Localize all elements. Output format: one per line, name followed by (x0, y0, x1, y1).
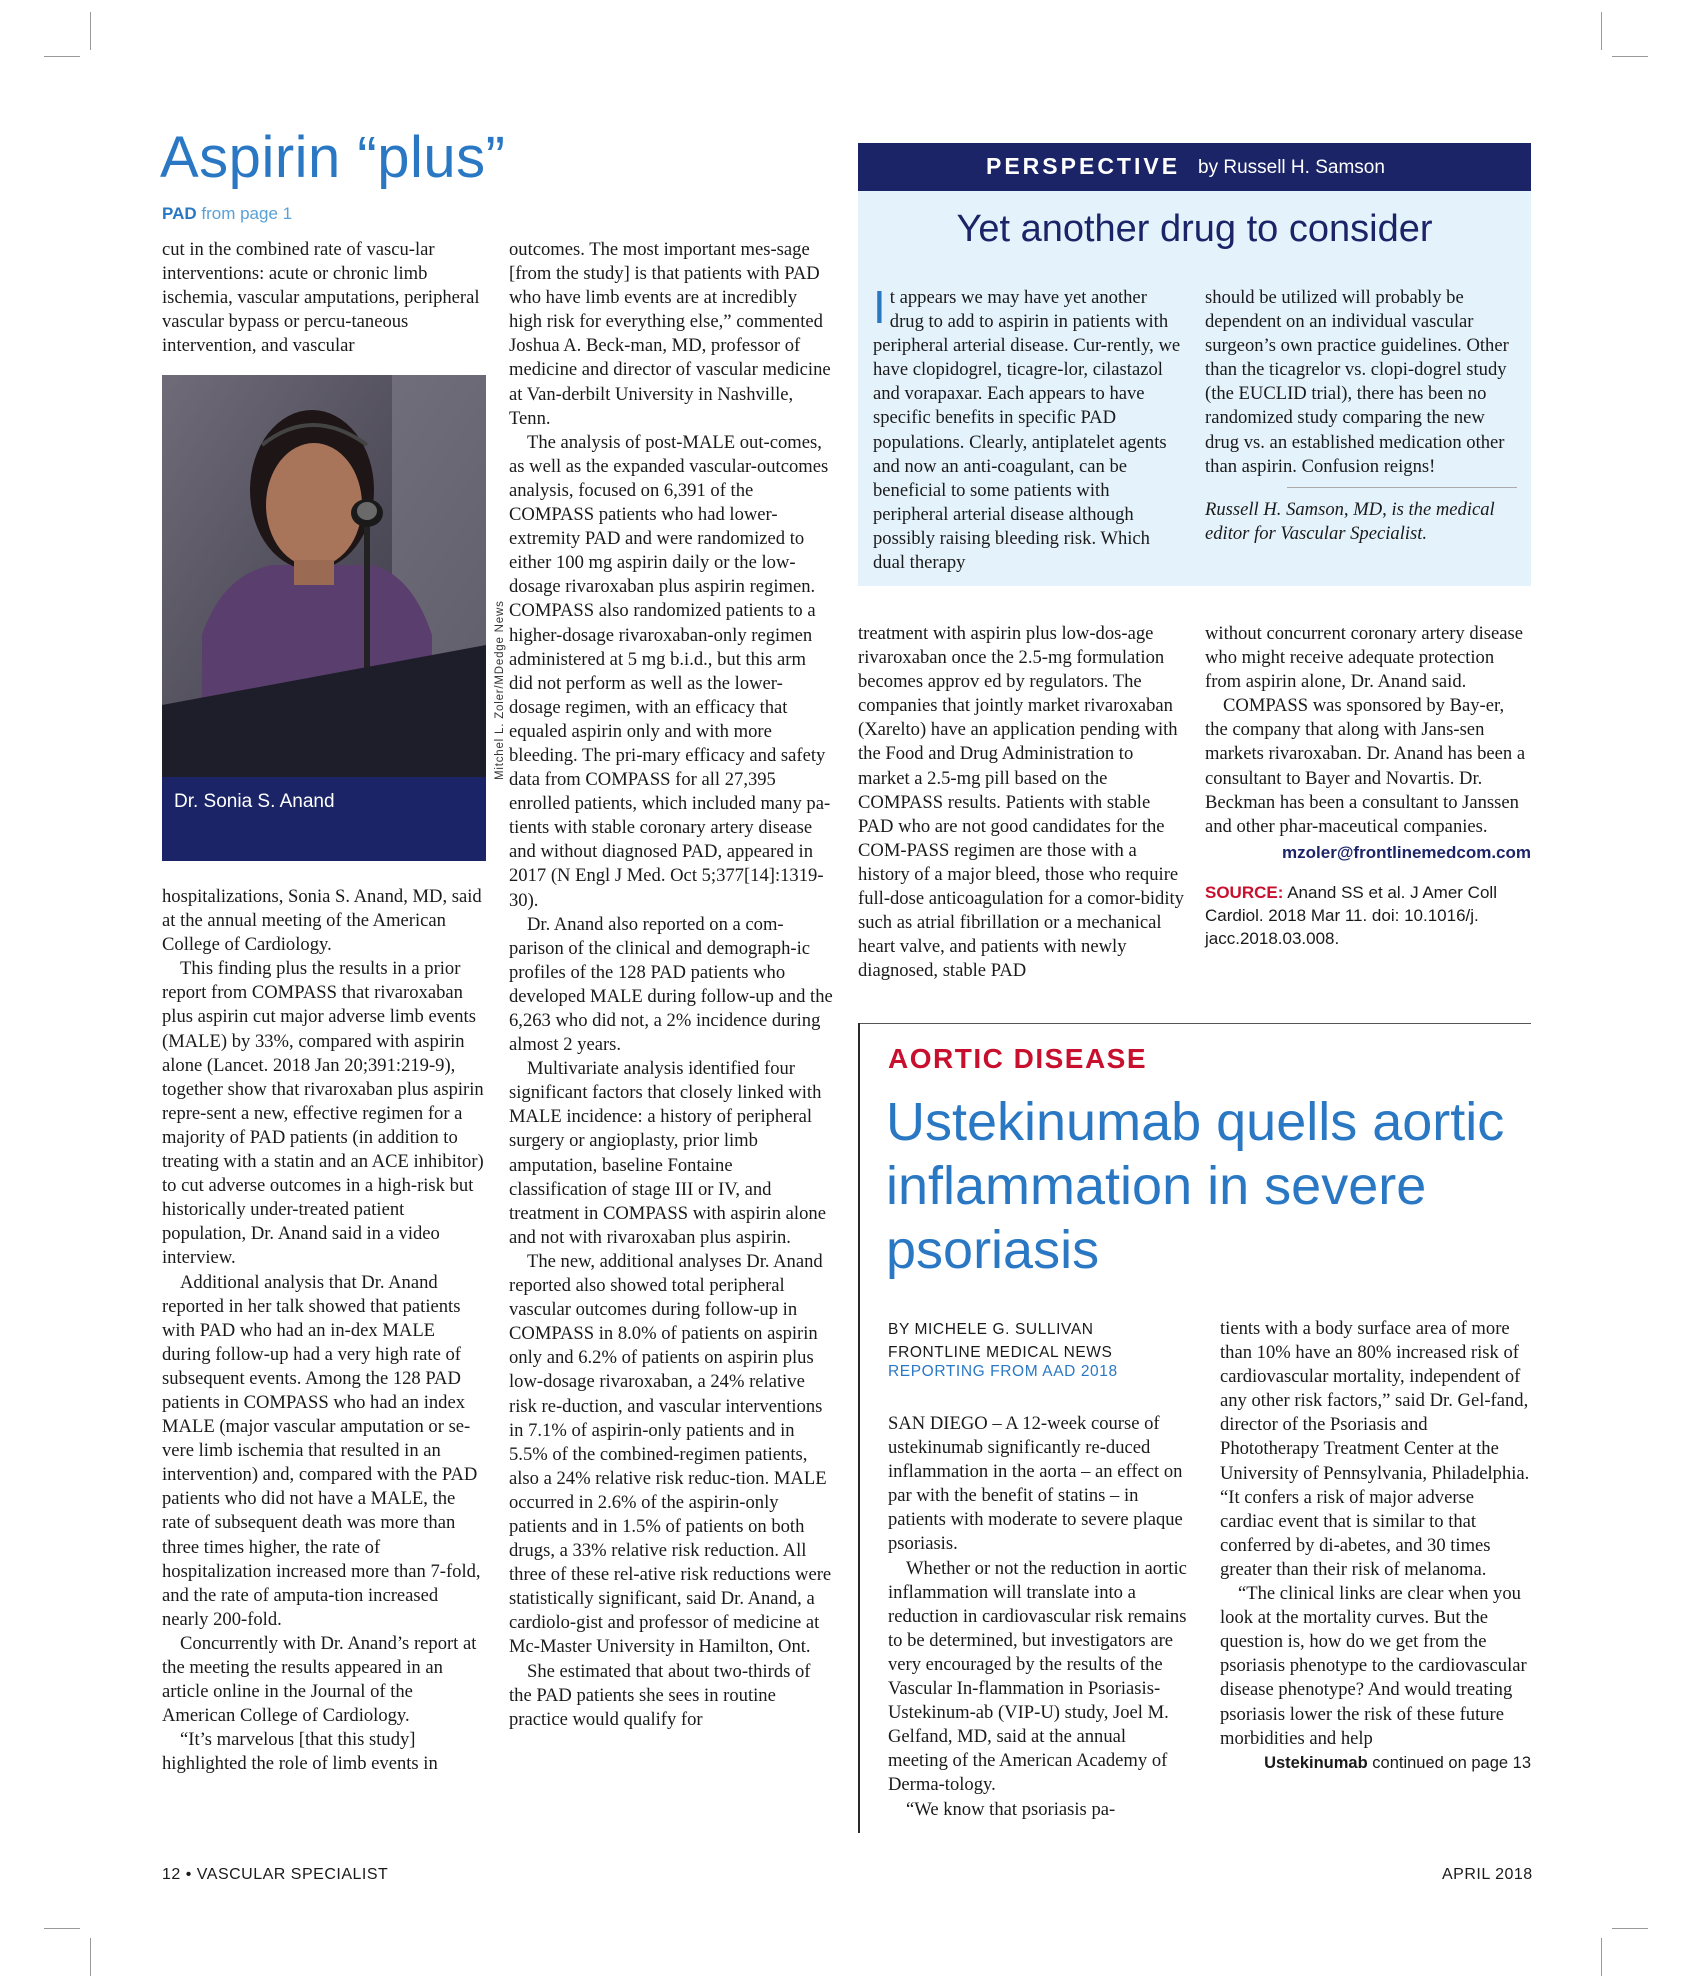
section-divider (858, 1023, 1531, 1024)
column-2 (509, 238, 833, 1732)
jump-suffix: from page 1 (201, 204, 293, 223)
crop-mark (1612, 56, 1648, 57)
paragraph: “We know that psoriasis pa- (906, 1798, 1116, 1820)
paragraph: The analysis of post-MALE out-comes, as well as the expanded vascular-outcomes analysis, focused on 6,391 of the COMPASS patients who had lower-extremity PAD and were randomized to either 100 mg aspirin daily or the low-dosage rivaroxaban plus aspirin regimen. COMPASS also randomized patients to a higher-dosage rivaroxaban-only regimen administered at 5 mg b.i.d., but this arm did not perform as well as the lower-dosage regimen, with an efficacy that equaled aspirin only and with more bleeding. The pri-mary efficacy and safety data from COMPASS for all 27,395 enrolled patients, which included many pa-tients with stable coronary artery disease and without diagnosed PAD, appeared in 2017 (N Engl J Med. Oct 5;377[14]:1319-30). (509, 431, 831, 911)
photo-credit: Mitchel L. Zoler/MDedge News (494, 600, 506, 780)
paragraph: hospitalizations, Sonia S. Anand, MD, said at the annual meeting of the American College of Cardiology. (162, 886, 482, 956)
continued-line (1220, 1751, 1531, 1775)
perspective-title: Yet another drug to consider (956, 208, 1433, 250)
perspective-header (858, 143, 1531, 191)
aortic-column-1 (888, 1412, 1188, 1822)
continued-text: continued on page 13 (1372, 1753, 1531, 1772)
speaker-photo (162, 375, 486, 861)
page-folio-right: APRIL 2018 (1442, 1866, 1533, 1883)
paragraph: Concurrently with Dr. Anand’s report at the meeting the results appeared in an article online in the Journal of the American College of Cardiology. (162, 1632, 477, 1727)
perspective-column-2 (1205, 286, 1517, 546)
byline-org: FRONTLINE MEDICAL NEWS (888, 1344, 1113, 1361)
byline (888, 1320, 1118, 1381)
perspective-column-1 (873, 281, 1181, 575)
paragraph: tients with a body surface area of more than 10% have an 80% increased risk of cardiovascular mortality, independent of any other risk factors,” said Dr. Gel-fand, director of the Psoriasis and Phototherapy Treatment Center at the University of Pennsylvania, Philadelphia. “It confers a risk of major adverse cardiac event that is similar to that conferred by di-abetes, and 30 times greater than their risk of melanoma. (1220, 1318, 1530, 1580)
source-line (1205, 881, 1531, 950)
source-label: SOURCE: (1205, 882, 1284, 902)
dropcap: I (873, 281, 886, 333)
author-note: Russell H. Samson, MD, is the medical editor for Vascular Specialist. (1205, 498, 1495, 544)
paragraph: “The clinical links are clear when you look at the mortality curves. But the question is, how do we get from the psoriasis phenotype to the cardiovascular disease phenotype? And would treating psoriasis lower the risk of these future morbidities and help (1220, 1583, 1527, 1749)
column-1-top (162, 238, 486, 358)
paragraph: “It’s marvelous [that this study] highlighted the role of limb events in (162, 1729, 438, 1775)
crop-mark (90, 1938, 91, 1976)
crop-mark (90, 12, 91, 50)
paragraph: cut in the combined rate of vascu-lar interventions: acute or chronic limb ischemia, vascular amputations, peripheral vascular bypass or percu-taneous intervention, and vascular (162, 239, 480, 357)
divider (1287, 487, 1517, 488)
perspective-byline: by Russell H. Samson (1198, 157, 1385, 178)
section-vertical-rule (858, 1023, 860, 1833)
paragraph: SAN DIEGO – A 12-week course of ustekinumab significantly re-duced inflammation in the aorta – an effect on par with the benefit of statins – in patients with moderate to severe plaque psoriasis. (888, 1413, 1183, 1555)
author-email[interactable]: mzoler@frontlinemedcom.com (1282, 842, 1531, 862)
paragraph: treatment with aspirin plus low-dos-age rivaroxaban once the 2.5-mg formulation becomes approv ed by regulators. The companies that jointly market rivaroxaban (Xarelto) have an application pending with the Food and Drug Administration to market a 2.5-mg pill based on the COMPASS results. Patients with stable PAD who are not good candidates for the COM-PASS regimen are those with a history of a major bleed, those who require full-dose anticoagulation for a comor-bidity such as atrial fibrillation or a mechanical heart valve, and patients with newly diagnosed, stable PAD (858, 623, 1184, 982)
photo-caption-bar (162, 777, 486, 861)
paragraph: The new, additional analyses Dr. Anand reported also showed total peripheral vascular outcomes during follow-up in COMPASS in 8.0% of patients on aspirin only and 6.2% of patients on aspirin plus low-dosage rivaroxaban, a 24% relative risk re-duction, and vascular interventions in 7.1% of aspirin-only patients and in 5.5% of the combined-regimen patients, also a 24% relative risk reduc-tion. MALE occurred in 2.6% of the aspirin-only patients and in 1.5% of patients on both drugs, a 33% relative risk reduction. All three of these rel-ative risk reductions were statistically significant, said Dr. Anand, a cardiolo-gist and professor of medicine at Mc-Master University in Hamilton, Ont. (509, 1250, 832, 1658)
crop-mark (1612, 1928, 1648, 1929)
paragraph: Whether or not the reduction in aortic inflammation will translate into a reduction in cardiovascular risk remains to be determined, but investigators are very encouraged by the results of the Vascular In-flammation in Psoriasis-Ustekinum-ab (VIP-U) study, Joel M. Gelfand, MD, said at the annual meeting of the American Academy of Derma-tology. (888, 1557, 1187, 1796)
paragraph: Multivariate analysis identified four significant factors that closely linked with MALE incidence: a history of peripheral surgery or angioplasty, prior limb amputation, baseline Fontaine classification of stage III or IV, and treatment in COMPASS with aspirin alone and not with rivaroxaban plus aspirin. (509, 1058, 826, 1248)
aortic-column-2 (1220, 1317, 1531, 1775)
photo-caption: Dr. Sonia S. Anand (174, 791, 335, 812)
paragraph: should be utilized will probably be dependent on an individual vascular surgeon’s own practice guidelines. Other than the ticagrelor vs. clopi-dogrel study (the EUCLID trial), there has been no randomized study comparing the new drug vs. an established medication other than aspirin. Confusion reigns! (1205, 287, 1509, 477)
paragraph: COMPASS was sponsored by Bay-er, the company that along with Jans-sen markets rivaroxaban. Dr. Anand has been a consultant to Bayer and Novartis. Dr. Beckman has been a consultant to Janssen and other phar-maceutical companies. (1205, 695, 1526, 837)
paragraph: without concurrent coronary artery disease who might receive adequate protection from aspirin alone, Dr. Anand said. (1205, 623, 1524, 693)
column-4 (1205, 622, 1531, 950)
source-text: Anand SS et al. J Amer Coll Cardiol. 2018 Mar 11. doi: 10.1016/j. jacc.2018.03.008. (1205, 882, 1497, 948)
crop-mark (1601, 12, 1602, 50)
crop-mark (44, 1928, 80, 1929)
perspective-kicker: PERSPECTIVE (986, 153, 1181, 179)
section-label: AORTIC DISEASE (888, 1043, 1148, 1074)
crop-mark (44, 56, 80, 57)
jump-line (162, 204, 292, 224)
crop-mark (1601, 1938, 1602, 1976)
byline-name: BY MICHELE G. SULLIVAN (888, 1321, 1094, 1338)
paragraph: This finding plus the results in a prior report from COMPASS that rivaroxaban plus aspirin cut major adverse limb events (MALE) by 33%, compared with aspirin alone (Lancet. 2018 Jan 20;391:219-9), together show that rivaroxaban plus aspirin repre-sent a new, effective regimen for a majority of PAD patients (in addition to treating with a statin and an ACE inhibitor) to cut adverse outcomes in a high-risk but historically under-treated patient population, Dr. Anand said in a video interview. (162, 958, 484, 1269)
article-headline-2: Ustekinumab quells aortic inflammation in severe psoriasis (886, 1092, 1505, 1280)
byline-report: REPORTING FROM AAD 2018 (888, 1363, 1118, 1380)
jump-prefix: PAD (162, 204, 197, 223)
article-headline: Aspirin “plus” (160, 125, 506, 190)
column-1-bottom (162, 885, 486, 1776)
column-3 (858, 622, 1188, 983)
paragraph: Additional analysis that Dr. Anand reported in her talk showed that patients with PAD who had an in-dex MALE during follow-up had a very high rate of subsequent events. Among the 128 PAD patients in COMPASS who had an index MALE (major vascular amputation or se-vere limb ischemia that resulted in an intervention) and, compared with the PAD patients who did not have a MALE, the rate of subsequent death was more than three times higher, the rate of hospitalization increased more than 7-fold, and the rate of amputa-tion increased nearly 200-fold. (162, 1271, 481, 1630)
paragraph: outcomes. The most important mes-sage [from the study] is that patients with PAD who have limb events are at incredibly high risk for everything else,” commented Joshua A. Beck-man, MD, professor of medicine and director of vascular medicine at Van-derbilt University in Nashville, Tenn. (509, 239, 831, 429)
paragraph: She estimated that about two-thirds of the PAD patients she sees in routine practice would qualify for (509, 1660, 811, 1730)
page-folio-left: 12 • VASCULAR SPECIALIST (162, 1866, 389, 1883)
paragraph: Dr. Anand also reported on a com-parison of the clinical and demograph-ic profiles of the 128 PAD patients who developed MALE during follow-up and the 6,263 who did not, a 2% incidence during almost 2 years. (509, 913, 833, 1056)
continued-bold: Ustekinumab (1264, 1753, 1368, 1772)
paragraph: t appears we may have yet another drug to add to aspirin in patients with peripheral arterial disease. Cur-rently, we have clopidogrel, ticagre-lor, cilastazol and vorapaxar. Each appears to have specific benefits in specific PAD populations. Clearly, antiplatelet agents and now an anti-coagulant, can be beneficial to some patients with peripheral arterial disease although possibly raising bleeding risk. Which dual therapy (873, 287, 1181, 574)
